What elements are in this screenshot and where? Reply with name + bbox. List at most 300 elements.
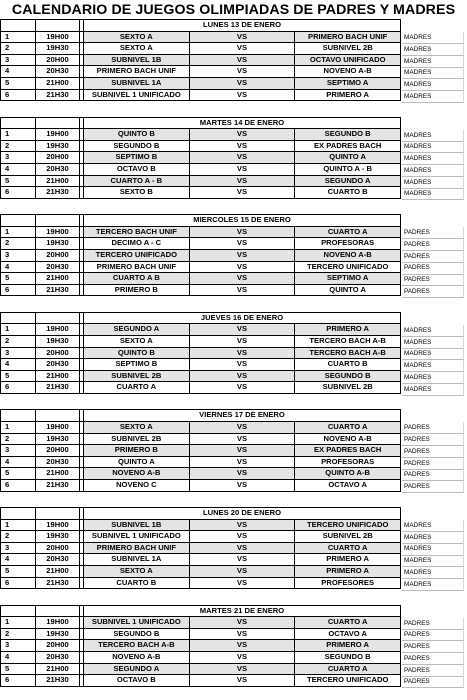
day-heading: MARTES 21 DE ENERO (84, 605, 401, 617)
parents-category: MADRES (402, 130, 464, 142)
away-team: SEPTIMO A (295, 273, 401, 285)
vs-label: VS (189, 433, 295, 445)
match-number: 2 (1, 43, 36, 55)
match-number: 3 (1, 445, 36, 457)
vs-label: VS (189, 77, 295, 89)
parents-category: PADRES (402, 434, 464, 446)
day-table (0, 19, 401, 101)
match-number: 5 (1, 175, 36, 187)
schedule-days (0, 17, 467, 700)
away-team: QUINTO A - B (295, 163, 401, 175)
match-number: 3 (1, 542, 36, 554)
header-spacer (36, 117, 80, 129)
match-row (1, 554, 401, 566)
parents-category: PADRES (402, 653, 464, 665)
parents-category: PADRES (402, 618, 464, 630)
match-time: 19H00 (36, 519, 80, 531)
home-team: QUINTO A (84, 456, 190, 468)
parents-category: MADRES (402, 67, 464, 79)
away-team: SEGUNDO A (295, 175, 401, 187)
match-number: 2 (1, 628, 36, 640)
match-time: 21H30 (36, 187, 80, 199)
parents-category: MADRES (402, 153, 464, 165)
match-row (1, 163, 401, 175)
home-team: TERCERO BACH UNIF (84, 226, 190, 238)
home-team: PRIMERO BACH UNIF (84, 261, 190, 273)
away-team: CUARTO B (295, 187, 401, 199)
match-row (1, 663, 401, 675)
day-heading: MARTES 14 DE ENERO (84, 117, 401, 129)
away-team: TERCERO UNIFICADO (295, 261, 401, 273)
away-team: SEGUNDO B (295, 129, 401, 141)
vs-label: VS (189, 163, 295, 175)
match-time: 20H00 (36, 152, 80, 164)
vs-label: VS (189, 54, 295, 66)
vs-label: VS (189, 226, 295, 238)
away-team: PRIMERO A (295, 554, 401, 566)
match-time: 19H30 (36, 335, 80, 347)
parents-category: PADRES (402, 422, 464, 434)
away-team: NOVENO A-B (295, 66, 401, 78)
match-row (1, 187, 401, 199)
match-number: 1 (1, 226, 36, 238)
match-number: 3 (1, 347, 36, 359)
home-team: CUARTO A B (84, 273, 190, 285)
match-row (1, 479, 401, 491)
away-team: PRIMERO BACH UNIF (295, 31, 401, 43)
day-header-row (1, 605, 401, 617)
home-team: SUBNIVEL 2B (84, 370, 190, 382)
home-team: SUBNIVEL 1 UNIFICADO (84, 89, 190, 101)
match-number: 4 (1, 651, 36, 663)
vs-label: VS (189, 382, 295, 394)
vs-label: VS (189, 66, 295, 78)
parents-category: MADRES (402, 188, 464, 200)
match-number: 2 (1, 140, 36, 152)
vs-label: VS (189, 542, 295, 554)
away-team: SEGUNDO B (295, 651, 401, 663)
home-team: DECIMO A - C (84, 238, 190, 250)
day-block (0, 212, 467, 310)
away-team: CUARTO A (295, 663, 401, 675)
vs-label: VS (189, 261, 295, 273)
match-time: 21H00 (36, 370, 80, 382)
header-spacer (1, 312, 36, 324)
match-row (1, 542, 401, 554)
parents-category: MADRES (402, 532, 464, 544)
match-number: 1 (1, 421, 36, 433)
match-number: 4 (1, 163, 36, 175)
match-time: 21H30 (36, 382, 80, 394)
home-team: SEXTO A (84, 31, 190, 43)
match-row (1, 675, 401, 687)
away-team: CUARTO B (295, 359, 401, 371)
day-heading: MIERCOLES 15 DE ENERO (84, 215, 401, 227)
match-row (1, 617, 401, 629)
match-row (1, 238, 401, 250)
match-time: 20H30 (36, 359, 80, 371)
away-team: CUARTO A (295, 226, 401, 238)
vs-label: VS (189, 651, 295, 663)
home-team: CUARTO A (84, 382, 190, 394)
match-number: 5 (1, 273, 36, 285)
vs-label: VS (189, 324, 295, 336)
day-table (0, 507, 401, 589)
vs-label: VS (189, 663, 295, 675)
match-time: 20H00 (36, 640, 80, 652)
match-time: 21H30 (36, 479, 80, 491)
vs-label: VS (189, 152, 295, 164)
home-team: SUBNIVEL 1 UNIFICADO (84, 531, 190, 543)
away-team: TERCERO UNIFICADO (295, 675, 401, 687)
match-time: 19H00 (36, 129, 80, 141)
header-spacer (1, 605, 36, 617)
parents-category: MADRES (402, 32, 464, 44)
match-time: 21H30 (36, 675, 80, 687)
day-heading: LUNES 20 DE ENERO (84, 507, 401, 519)
day-header-row (1, 215, 401, 227)
match-time: 20H00 (36, 445, 80, 457)
parents-category: MADRES (402, 44, 464, 56)
match-number: 5 (1, 663, 36, 675)
away-team: PROFESORAS (295, 456, 401, 468)
match-number: 3 (1, 54, 36, 66)
header-spacer (36, 507, 80, 519)
vs-label: VS (189, 468, 295, 480)
day-heading: JUEVES 16 DE ENERO (84, 312, 401, 324)
match-row (1, 347, 401, 359)
day-block (0, 603, 467, 700)
home-team: SEXTO A (84, 565, 190, 577)
match-time: 21H00 (36, 468, 80, 480)
match-number: 3 (1, 640, 36, 652)
away-team: TERCERO UNIFICADO (295, 519, 401, 531)
away-team: NOVENO A-B (295, 249, 401, 261)
vs-label: VS (189, 140, 295, 152)
match-row (1, 226, 401, 238)
match-row (1, 445, 401, 457)
away-team: PRIMERO A (295, 640, 401, 652)
parents-category: PADRES (402, 676, 464, 688)
day-table (0, 312, 401, 394)
day-block (0, 310, 467, 408)
away-team: TERCERO BACH A-B (295, 347, 401, 359)
match-time: 19H00 (36, 31, 80, 43)
home-team: PRIMERO B (84, 445, 190, 457)
day-header-row (1, 312, 401, 324)
match-number: 5 (1, 370, 36, 382)
match-row (1, 640, 401, 652)
home-team: TERCERO BACH A-B (84, 640, 190, 652)
home-team: SEXTO A (84, 335, 190, 347)
home-team: OCTAVO B (84, 163, 190, 175)
match-time: 20H00 (36, 542, 80, 554)
parents-category: PADRES (402, 458, 464, 470)
match-time: 21H00 (36, 565, 80, 577)
match-row (1, 31, 401, 43)
parents-category: PADRES (402, 641, 464, 653)
header-spacer (36, 20, 80, 32)
header-spacer (36, 605, 80, 617)
parents-category: MADRES (402, 543, 464, 555)
match-number: 5 (1, 565, 36, 577)
match-time: 20H30 (36, 456, 80, 468)
match-row (1, 382, 401, 394)
vs-label: VS (189, 273, 295, 285)
parents-category: MADRES (402, 372, 464, 384)
header-spacer (36, 215, 80, 227)
parents-category: PADRES (402, 227, 464, 239)
parents-category: MADRES (402, 325, 464, 337)
home-team: PRIMERO BACH UNIF (84, 66, 190, 78)
vs-label: VS (189, 238, 295, 250)
match-number: 4 (1, 359, 36, 371)
vs-label: VS (189, 284, 295, 296)
day-table (0, 117, 401, 199)
match-time: 20H00 (36, 249, 80, 261)
match-time: 20H30 (36, 66, 80, 78)
header-spacer (1, 410, 36, 422)
parents-category: PADRES (402, 286, 464, 298)
match-number: 6 (1, 577, 36, 589)
vs-label: VS (189, 421, 295, 433)
match-row (1, 273, 401, 285)
away-team: CUARTO A (295, 542, 401, 554)
day-header-row (1, 117, 401, 129)
parents-category: MADRES (402, 348, 464, 360)
vs-label: VS (189, 249, 295, 261)
match-number: 6 (1, 479, 36, 491)
day-heading: LUNES 13 DE ENERO (84, 20, 401, 32)
match-row (1, 129, 401, 141)
vs-label: VS (189, 175, 295, 187)
vs-label: VS (189, 628, 295, 640)
away-team: PRIMERO A (295, 324, 401, 336)
match-number: 2 (1, 335, 36, 347)
away-team: CUARTO A (295, 617, 401, 629)
match-time: 21H00 (36, 77, 80, 89)
home-team: PRIMERO BACH UNIF (84, 542, 190, 554)
header-spacer (1, 20, 36, 32)
parents-category: MADRES (402, 79, 464, 91)
home-team: SEPTIMO B (84, 152, 190, 164)
day-block (0, 17, 467, 115)
home-team: SUBNIVEL 1A (84, 554, 190, 566)
away-team: OCTAVO A (295, 628, 401, 640)
match-number: 6 (1, 675, 36, 687)
parents-category: MADRES (402, 520, 464, 532)
match-time: 19H30 (36, 531, 80, 543)
away-team: QUINTO A (295, 152, 401, 164)
match-time: 21H30 (36, 89, 80, 101)
home-team: NOVENO A-B (84, 468, 190, 480)
parents-category: PADRES (402, 469, 464, 481)
page-title: CALENDARIO DE JUEGOS OLIMPIADAS DE PADRES Y MADRES (11, 2, 456, 18)
match-time: 20H00 (36, 54, 80, 66)
home-team: SEPTIMO B (84, 359, 190, 371)
vs-label: VS (189, 640, 295, 652)
match-row (1, 152, 401, 164)
home-team: SUBNIVEL 2B (84, 433, 190, 445)
home-team: CUARTO A - B (84, 175, 190, 187)
match-time: 19H00 (36, 324, 80, 336)
match-row (1, 140, 401, 152)
parents-category: PADRES (402, 665, 464, 677)
match-row (1, 468, 401, 480)
home-team: TERCERO UNIFICADO (84, 249, 190, 261)
match-time: 19H30 (36, 628, 80, 640)
away-team: PRIMERO A (295, 89, 401, 101)
match-row (1, 421, 401, 433)
match-row (1, 77, 401, 89)
vs-label: VS (189, 479, 295, 491)
parents-category: MADRES (402, 177, 464, 189)
match-number: 5 (1, 77, 36, 89)
parents-category: MADRES (402, 555, 464, 567)
away-team: EX PADRES BACH (295, 445, 401, 457)
match-row (1, 370, 401, 382)
parents-category: PADRES (402, 274, 464, 286)
parents-category: PADRES (402, 262, 464, 274)
match-number: 4 (1, 66, 36, 78)
home-team: SUBNIVEL 1B (84, 519, 190, 531)
home-team: SEGUNDO A (84, 324, 190, 336)
match-row (1, 249, 401, 261)
match-row (1, 565, 401, 577)
match-time: 19H30 (36, 238, 80, 250)
home-team: SUBNIVEL 1 UNIFICADO (84, 617, 190, 629)
match-time: 21H00 (36, 273, 80, 285)
parents-category: MADRES (402, 165, 464, 177)
match-number: 1 (1, 519, 36, 531)
match-row (1, 43, 401, 55)
away-team: SUBNIVEL 2B (295, 531, 401, 543)
vs-label: VS (189, 445, 295, 457)
parents-category: MADRES (402, 141, 464, 153)
home-team: SEXTO A (84, 421, 190, 433)
day-table (0, 409, 401, 491)
away-team: SUBNIVEL 2B (295, 382, 401, 394)
away-team: QUINTO A-B (295, 468, 401, 480)
away-team: PRIMERO A (295, 565, 401, 577)
home-team: SEGUNDO B (84, 140, 190, 152)
match-time: 20H30 (36, 554, 80, 566)
match-time: 21H30 (36, 577, 80, 589)
parents-category: PADRES (402, 629, 464, 641)
home-team: OCTAVO B (84, 675, 190, 687)
away-team: PROFESORES (295, 577, 401, 589)
match-row (1, 324, 401, 336)
day-block (0, 505, 467, 603)
home-team: NOVENO C (84, 479, 190, 491)
home-team: QUINTO B (84, 347, 190, 359)
match-time: 21H00 (36, 175, 80, 187)
match-number: 6 (1, 284, 36, 296)
home-team: SUBNIVEL 1B (84, 54, 190, 66)
parents-category: MADRES (402, 91, 464, 103)
parents-category: MADRES (402, 579, 464, 591)
away-team: OCTAVO UNIFICADO (295, 54, 401, 66)
match-number: 6 (1, 382, 36, 394)
home-team: QUINTO B (84, 129, 190, 141)
home-team: SEGUNDO A (84, 663, 190, 675)
match-row (1, 531, 401, 543)
away-team: SUBNIVEL 2B (295, 43, 401, 55)
match-row (1, 284, 401, 296)
vs-label: VS (189, 187, 295, 199)
match-number: 2 (1, 433, 36, 445)
header-spacer (1, 507, 36, 519)
away-team: SEGUNDO B (295, 370, 401, 382)
away-team: QUINTO A (295, 284, 401, 296)
header-spacer (1, 117, 36, 129)
parents-category: PADRES (402, 481, 464, 493)
match-row (1, 335, 401, 347)
home-team: SEXTO A (84, 43, 190, 55)
vs-label: VS (189, 31, 295, 43)
away-team: TERCERO BACH A-B (295, 335, 401, 347)
match-row (1, 651, 401, 663)
parents-category: PADRES (402, 239, 464, 251)
match-number: 2 (1, 238, 36, 250)
day-block (0, 115, 467, 213)
match-row (1, 456, 401, 468)
match-row (1, 89, 401, 101)
match-number: 3 (1, 249, 36, 261)
match-row (1, 175, 401, 187)
away-team: SEPTIMO A (295, 77, 401, 89)
vs-label: VS (189, 359, 295, 371)
match-time: 19H00 (36, 226, 80, 238)
vs-label: VS (189, 370, 295, 382)
vs-label: VS (189, 531, 295, 543)
day-header-row (1, 20, 401, 32)
vs-label: VS (189, 89, 295, 101)
match-time: 20H00 (36, 347, 80, 359)
match-time: 21H00 (36, 663, 80, 675)
match-row (1, 359, 401, 371)
parents-category: PADRES (402, 446, 464, 458)
vs-label: VS (189, 335, 295, 347)
match-number: 4 (1, 554, 36, 566)
away-team: CUARTO A (295, 421, 401, 433)
parents-category: PADRES (402, 251, 464, 263)
day-header-row (1, 410, 401, 422)
home-team: SUBNIVEL 1A (84, 77, 190, 89)
header-spacer (36, 410, 80, 422)
vs-label: VS (189, 347, 295, 359)
match-row (1, 54, 401, 66)
parents-category: MADRES (402, 567, 464, 579)
home-team: NOVENO A-B (84, 651, 190, 663)
match-row (1, 577, 401, 589)
away-team: OCTAVO A (295, 479, 401, 491)
away-team: PROFESORAS (295, 238, 401, 250)
home-team: SEXTO B (84, 187, 190, 199)
vs-label: VS (189, 554, 295, 566)
match-time: 20H30 (36, 261, 80, 273)
parents-category: MADRES (402, 384, 464, 396)
day-heading: VIERNES 17 DE ENERO (84, 410, 401, 422)
header-spacer (36, 312, 80, 324)
match-row (1, 433, 401, 445)
home-team: PRIMERO B (84, 284, 190, 296)
match-number: 5 (1, 468, 36, 480)
parents-category: MADRES (402, 360, 464, 372)
vs-label: VS (189, 675, 295, 687)
match-time: 19H30 (36, 43, 80, 55)
vs-label: VS (189, 129, 295, 141)
